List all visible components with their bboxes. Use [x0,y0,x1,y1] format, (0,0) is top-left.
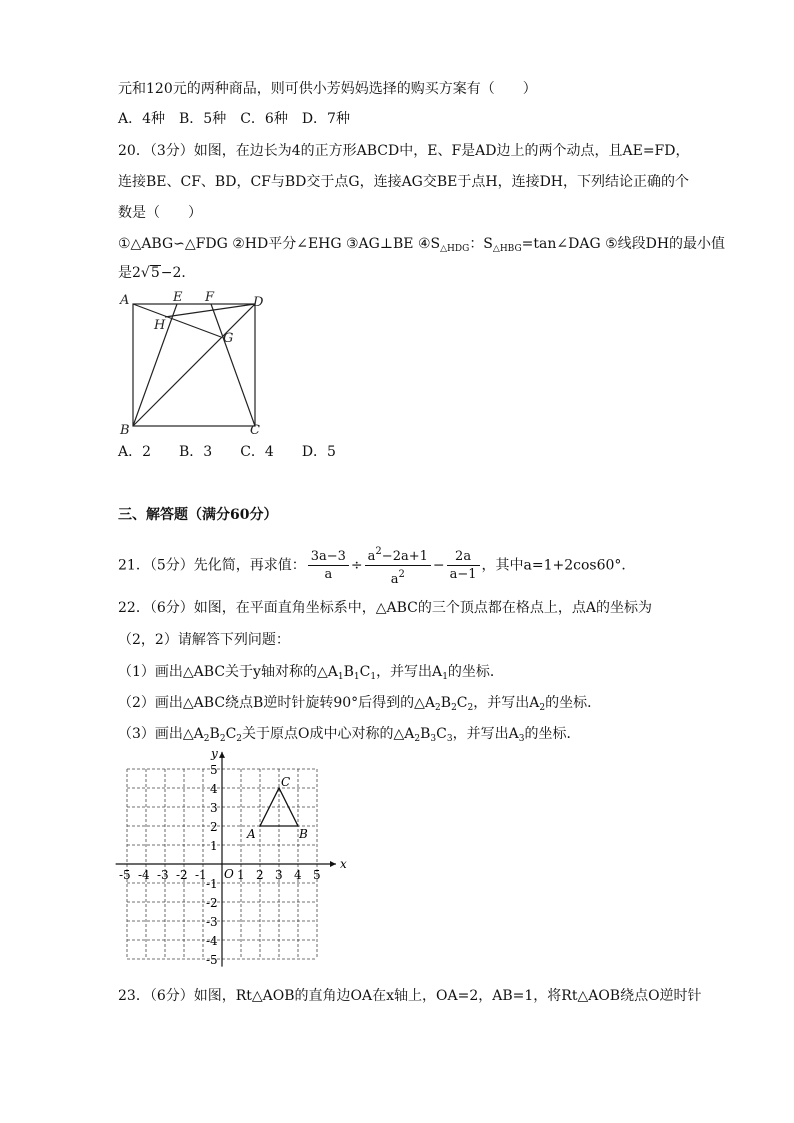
x-tick-label: -1 [195,868,207,882]
q22-p3-d: 关于原点O成中心对称的△A [242,726,415,742]
q22-coordinate-grid [112,745,352,975]
q20-stmt2-root: 5 [150,265,160,281]
x-tick-label: 1 [237,868,245,882]
q20-line2: 连接BE、CF、BD，CF与BD交于点G，连接AG交BE于点H，连接DH，下列结论正确的个 [118,174,690,190]
q22-line1: 22．（6分）如图，在平面直角坐标系中，△ABC的三个顶点都在格点上，点A的坐标为 [118,600,652,616]
q20-options: A．2 B．3 C．4 D．5 [118,444,336,460]
q22-p2-d: ，并写出A [473,695,540,711]
q21-div: ÷ [350,557,363,574]
x-tick-label: 5 [313,868,321,882]
x-axis-arrow [330,861,336,867]
q22-line2: （2，2）请解答下列问题： [118,632,290,648]
q22-p3-s4: 2 [414,734,421,744]
q22-p1-b: B [343,664,354,680]
q20-square-figure [115,290,275,440]
y-axis-label: y [211,746,218,761]
q22-part2 [118,694,601,717]
y-tick-label: -3 [206,915,218,929]
q21-f3-den: a−1 [449,567,477,582]
q21-f2-num-b: −2a+1 [381,549,428,564]
label-A: A [120,293,130,308]
triangle-label-b: B [299,827,308,841]
q21-suffix: ，其中a=1+2cos60°． [481,557,636,574]
q22-p3-s3: 2 [236,734,243,744]
q20-stmt2-b: −2． [160,265,196,281]
q22-p2-e: 的坐标． [545,695,602,711]
q21-f1-num: 3a−3 [308,548,349,566]
q20-stmt-c: =tan∠DAG ⑤线段DH的最小值 [521,236,726,252]
label-E: E [173,290,183,305]
q20-stmt-a: ①△ABG∽△FDG ②HD平分∠EHG ③AG⊥BE ④S [118,236,441,252]
q22-p3-s5: 3 [430,734,437,744]
y-tick-label: -4 [206,934,218,948]
q22-part1 [118,663,504,686]
q21-f2-den-a: a [390,572,399,587]
q22-p3-b: B [209,726,220,742]
q20-stmt2-a: 是2 [118,265,141,281]
q21-f1-den: a [324,567,333,582]
q22-p3-e: B [420,726,431,742]
y-tick-label: 1 [210,839,218,853]
q20-stmt-b: ：S [469,236,493,252]
label-D: D [253,295,264,310]
label-G: G [223,331,234,346]
q19-text: 元和120元的两种商品，则可供小芳妈妈选择的购买方案有（ ） [118,81,537,97]
q21-f2-num [365,543,431,566]
y-axis-arrow [219,752,225,758]
x-tick-label: 4 [294,868,302,882]
q20-stmt-sub1: △HDG [440,244,470,254]
q22-p3-a: （3）画出△A [118,726,204,742]
sqrt-sign: √ [140,265,150,281]
triangle-label-c: C [281,775,291,789]
y-tick-label: -1 [206,877,218,891]
y-tick-label: -2 [206,896,218,910]
q22-p1-d: ，并写出A [376,664,443,680]
q21-f2-num-sup: 2 [375,546,382,557]
q22-p3-s2: 2 [219,734,226,744]
q21-f2-den-sup: 2 [398,569,405,580]
label-C: C [250,423,260,438]
q22-p3-g: ，并写出A [452,726,519,742]
section3-title: 三、解答题（满分60分） [118,507,278,523]
q21-fraction-2 [365,543,431,588]
q22-p1-a: （1）画出△ABC关于y轴对称的△A [118,664,338,680]
q22-p2-s1: 2 [435,703,441,713]
x-tick-label: -3 [157,868,169,882]
origin-label: O [224,867,234,881]
q21-f3-num: 2a [447,548,480,566]
x-tick-label: 3 [275,868,283,882]
y-tick-label: 3 [210,801,218,815]
y-tick-label: 5 [210,763,218,777]
y-tick-label: -5 [206,953,218,967]
q22-p2-a: （2）画出△ABC绕点B逆时针旋转90°后得到的△A [118,695,436,711]
q22-p1-s2: 1 [353,672,360,682]
q21-fraction-1 [308,548,349,583]
q22-p2-s4: 2 [539,703,546,713]
x-tick-label: 2 [256,868,264,882]
q19-options: A．4种 B．5种 C．6种 D．7种 [118,111,350,127]
q21-f2-den [365,566,431,588]
x-axis-label: x [340,857,347,871]
q21-text [118,543,635,588]
q22-p3-s1: 2 [203,734,210,744]
q22-p1-e: 的坐标． [447,664,504,680]
q22-p3-f: C [436,726,447,742]
q22-p3-s6: 3 [446,734,453,744]
q23-line1: 23．（6分）如图，Rt△AOB的直角边OA在x轴上，OA=2，AB=1，将Rt△AOB绕点O逆时针 [118,988,702,1004]
q20-line1: 20．（3分）如图，在边长为4的正方形ABCD中，E、F是AD边上的两个动点，且AE=FD， [118,143,690,159]
q20-statements [118,235,725,258]
q22-p3-h: 的坐标． [524,726,581,742]
q21-minus: − [432,557,445,574]
q22-p3-s7: 3 [518,734,525,744]
q22-p1-s3: 1 [370,672,377,682]
label-F: F [205,290,215,305]
q22-p2-s3: 2 [467,703,474,713]
q21-fraction-3 [447,548,480,583]
q22-p1-s4: 1 [442,672,448,682]
triangle-label-a: A [247,827,256,841]
x-tick-label: -2 [176,868,188,882]
x-tick-label: -5 [119,868,131,882]
x-tick-label: -4 [138,868,150,882]
q20-stmt-sub2: △HBG [492,244,522,254]
label-H: H [154,318,166,333]
y-tick-label: 4 [210,782,218,796]
q22-p2-c: C [456,695,468,711]
q21-f2-num-a: a [367,549,376,564]
q22-p2-b: B [440,695,452,711]
label-B: B [120,423,130,438]
q20-statements-2 [118,264,195,282]
q20-line3: 数是（ ） [118,205,202,221]
y-tick-label: 2 [210,820,218,834]
q22-p2-s2: 2 [451,703,457,713]
q22-p1-s1: 1 [337,672,344,682]
q22-p1-c: C [359,664,371,680]
q21-prefix: 21．（5分）先化简，再求值： [118,557,306,574]
q22-p3-c: C [225,726,237,742]
